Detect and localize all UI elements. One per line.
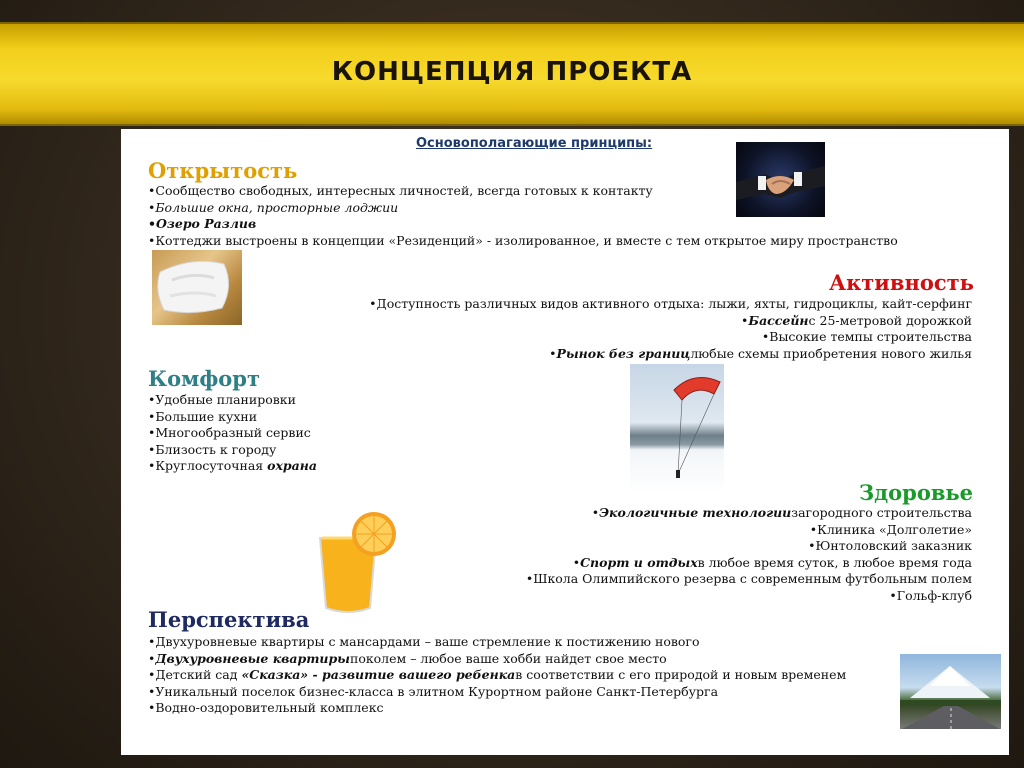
kitesurf-photo — [630, 364, 724, 494]
item-text: Доступность различных видов активного отдыха: лыжи, яхты, гидроциклы, кайт-серфинг — [376, 296, 972, 311]
item-text: Большие кухни — [155, 408, 258, 424]
item-text: Детский сад — [155, 667, 242, 683]
openness-list — [148, 183, 898, 249]
heading-health-label: Здоровье — [859, 480, 974, 505]
item-text: поколем – любое ваше хобби найдет свое место — [349, 650, 667, 666]
heading-comfort — [148, 366, 260, 391]
perspective-list — [148, 634, 846, 717]
item-text: Близость к городу — [155, 441, 277, 457]
heading-comfort-label: Комфорт — [148, 366, 260, 391]
list-item: •Озеро Разлив — [148, 216, 257, 232]
list-item: •Школа Олимпийского резерва с современным футбольным полем — [525, 571, 972, 587]
item-emphasis: Бассейн — [748, 312, 809, 328]
comfort-list — [148, 392, 317, 475]
list-item: •Двухуровневые квартиры с мансардами – ваше стремление к постижению нового — [148, 634, 700, 649]
item-emphasis: Двухуровневые квартиры — [155, 650, 350, 666]
item-text: Удобные планировки — [155, 392, 296, 407]
heading-activity-label: Активность — [829, 270, 974, 295]
principles-subtitle: Основополагающие принципы: — [416, 136, 653, 151]
item-text: в любое время суток, в любое время года — [697, 554, 972, 570]
heading-perspective-label: Перспектива — [148, 607, 310, 632]
item-text: Двухуровневые квартиры с мансардами – ваше стремление к постижению нового — [155, 634, 700, 649]
heading-health — [859, 480, 973, 505]
page-title: КОНЦЕПЦИЯ ПРОЕКТА — [331, 57, 693, 87]
list-item: •Детский сад «Сказка» - развитие вашего ребенкав соответствии с его природой и новым временем — [148, 667, 847, 683]
item-text: Гольф-клуб — [896, 587, 972, 603]
list-item: •Клиника «Долголетие» — [809, 521, 972, 537]
list-item: •Двухуровневые квартирыпоколем – любое ваше хобби найдет свое место — [148, 650, 667, 666]
list-item: •Юнтоловский заказник — [808, 538, 972, 554]
health-list — [526, 505, 972, 605]
item-text: с 25-метровой дорожкой — [808, 312, 972, 328]
list-item: •Большие кухни — [148, 408, 258, 424]
item-text: загородного строительства — [791, 505, 972, 520]
list-item: •Спорт и отдыхв любое время суток, в любое время года — [572, 554, 972, 570]
item-text: Многообразный сервис — [155, 425, 311, 441]
item-emphasis: Рынок без границ — [556, 345, 691, 361]
list-item: •Водно-оздоровительный комплекс — [148, 700, 384, 716]
orange-juice-photo — [312, 508, 404, 618]
pillow-photo — [152, 250, 242, 325]
list-item: •Коттеджи выстроены в концепции «Резиденций» - изолированное, и вместе с тем открытое миру пространство — [148, 232, 898, 248]
list-item: •Доступность различных видов активного отдыха: лыжи, яхты, гидроциклы, кайт-серфинг — [369, 296, 972, 311]
list-item: •Сообщество свободных, интересных личностей, всегда готовых к контакту — [148, 183, 653, 198]
mountain-road-photo — [900, 654, 1001, 729]
item-text: Сообщество свободных, интересных личностей, всегда готовых к контакту — [155, 183, 653, 198]
activity-list — [369, 296, 972, 362]
item-text: Юнтоловский заказник — [815, 538, 972, 554]
heading-activity — [829, 270, 974, 295]
item-emphasis: Экологичные технологии — [599, 505, 792, 520]
heading-openness — [148, 158, 297, 183]
item-emphasis: охрана — [267, 458, 317, 474]
list-item: •Многообразный сервис — [148, 425, 311, 441]
item-text: Уникальный поселок бизнес-класса в элитном Курортном районе Санкт-Петербурга — [155, 683, 719, 699]
list-item: •Гольф-клуб — [889, 587, 972, 603]
item-text: любые схемы приобретения нового жилья — [690, 345, 972, 361]
item-text: Озеро Разлив — [156, 216, 257, 232]
item-text: Водно-оздоровительный комплекс — [155, 700, 384, 716]
item-text: Школа Олимпийского резерва с современным футбольным полем — [533, 571, 972, 587]
list-item: •Круглосуточная охрана — [148, 458, 317, 474]
item-emphasis: Спорт и отдых — [580, 554, 698, 570]
list-item: •Высокие темпы строительства — [761, 329, 972, 345]
item-text: Большие окна, просторные лоджии — [155, 199, 399, 215]
item-text: Высокие темпы строительства — [769, 329, 972, 345]
item-text: Коттеджи выстроены в концепции «Резиденций» - изолированное, и вместе с тем открытое миру пространство — [155, 232, 898, 248]
list-item: •Экологичные технологиизагородного строительства — [591, 505, 972, 520]
list-item: •Удобные планировки — [148, 392, 296, 407]
heading-openness-label: Открытость — [148, 158, 298, 183]
heading-perspective — [148, 607, 309, 632]
list-item: •Близость к городу — [148, 441, 277, 457]
list-item: •Большие окна, просторные лоджии — [148, 199, 399, 215]
list-item: •Уникальный поселок бизнес-класса в элитном Курортном районе Санкт-Петербурга — [148, 683, 719, 699]
item-text-tail: в соответствии с его природой и новым временем — [515, 667, 847, 683]
item-text: Клиника «Долголетие» — [817, 521, 972, 537]
item-emphasis: «Сказка» - развитие вашего ребенка — [241, 667, 516, 683]
list-item: •Бассейнс 25-метровой дорожкой — [741, 312, 972, 328]
item-text: Круглосуточная — [155, 458, 268, 474]
list-item: •Рынок без границлюбые схемы приобретения нового жилья — [549, 345, 972, 361]
